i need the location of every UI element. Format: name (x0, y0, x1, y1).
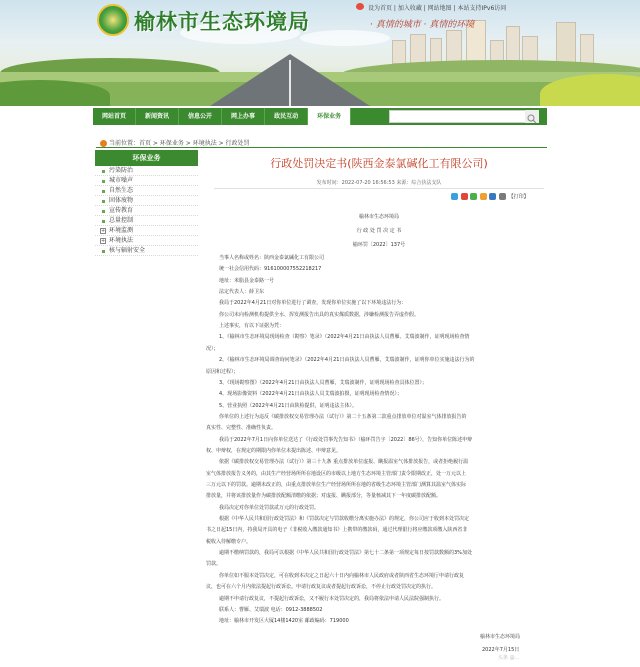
document-line: 4、现场影像资料（2022年4月21日由执法人员艾瑞波拍摄，证明现场检查情况）； (219, 391, 402, 398)
document-line: 你公司未向检测机构提供全水、挥发测报告出具的真实煤质数据，涉嫌检测报告弄虚作假。 (219, 311, 420, 318)
document-line: 税收入待解缴专户。 (206, 538, 252, 545)
header-banner (0, 0, 640, 106)
search-input[interactable] (389, 110, 539, 123)
sidebar-item[interactable]: 城市噪声 (95, 176, 198, 186)
sidebar-item[interactable]: 宣传教育 (95, 206, 198, 216)
document-line: 室气体排放报告义务的，由其生产经营场所所在地设区的市级以上地方生态环境主管部门责令限期改正，处一万元以上 (206, 470, 467, 477)
nav-item-interaction[interactable]: 政民互动 (265, 108, 308, 125)
sidebar-item[interactable]: 自然生态 (95, 186, 198, 196)
document-line: 地址：米脂县金泰路一号 (219, 277, 275, 284)
sidebar-item[interactable]: 固体废物 (95, 196, 198, 206)
document-line: 书之日起15日内，持我局开具的电子《非税收入缴款通知书》上携带的缴款码，通过代理银行将应缴款项缴入陕西省非 (206, 527, 468, 534)
print-link[interactable]: 【打印】 (508, 194, 529, 200)
share-renren-icon[interactable] (489, 193, 496, 200)
document-line: 你单位的上述行为违反《碳排放权交易管理办法（试行）》第二十五条第二款重点排放单位对温室气体排放报告的 (219, 413, 467, 420)
share-weibo-icon[interactable] (461, 193, 468, 200)
document-line: 罚款。 (206, 561, 222, 568)
document-line: 根据《中华人民共和国行政处罚法》和《罚款决定与罚款收缴分离实施办法》的规定，你公司应于收到本处罚决定 (219, 516, 470, 523)
document-line: 议，也可在六个月内依法提起行政诉讼。申请行政复议或者提起行政诉讼，不停止行政处罚决定的执行。 (206, 584, 437, 591)
expand-icon: + (101, 238, 106, 244)
breadcrumb: 当前位置：首页 > 环保业务 > 环境执法 > 行政处罚 (100, 138, 250, 147)
nav-item-online-service[interactable]: 网上办事 (222, 108, 265, 125)
document-line: 法定代表人：薛卫东 (219, 289, 265, 296)
document-line: 依据《碳排放权交易管理办法（试行）》第三十九条 重点排放单位虚报、瞒报温室气体排放报告，或者拒绝履行温 (219, 459, 469, 466)
sidebar-item[interactable]: 污染防治 (95, 166, 198, 176)
slogan: · 真情的城市 · 真情的环境 (370, 20, 475, 30)
document-line: 权、申辩权，在规定的期限内你单位未提出陈述、申辩意见。 (206, 447, 342, 454)
sidebar-heading: 环保业务 (95, 150, 198, 166)
document-line: 原因和过程）； (206, 368, 239, 375)
document-line: 况）； (206, 345, 219, 352)
breadcrumb-path[interactable]: 首页 > 环保业务 > 环境执法 > 行政处罚 (139, 140, 250, 147)
document-line: 排放量，并将该排放量作为碳排放配额清缴的依据；对虚报、瞒报部分，等量核减其下一年度碳排放配额。 (206, 493, 442, 500)
nav-item-env-business[interactable]: 环保业务 (308, 108, 351, 125)
nav-item-news[interactable]: 新闻资讯 (136, 108, 179, 125)
divider (96, 147, 547, 148)
nav-item-info[interactable]: 信息公开 (179, 108, 222, 125)
nav-item-home[interactable]: 网站首页 (93, 108, 136, 125)
article-title: 行政处罚决定书(陕西金泰氯碱化工有限公司) (270, 157, 488, 170)
document-line: 1、《榆林市生态环境局现场检查（勘察）笔录》（2022年4月21日由执法人员曹雁、艾瑞波制作，证明现场检查情 (219, 334, 470, 341)
document-line: 地址：榆林市开发区大厦14楼1420室 邮政编码：719000 (219, 618, 349, 625)
document-line: 逾期不申请行政复议，不提起行政诉讼，又不履行本处罚决定的，我局将依法申请人民法院强制执行。 (219, 595, 445, 602)
search-icon[interactable] (525, 110, 539, 123)
doc-org: 榆林市生态环境局 (358, 214, 399, 220)
document-line: 当事人名称或姓名：陕西金泰氯碱化工有限公司 (219, 255, 325, 261)
divider (214, 188, 544, 189)
document-line: 5、营业执照（2022年4月21日由陕检提供，证明违法主体）。 (219, 402, 357, 409)
document-line: 2、《榆林市生态环境局调查询问笔录》（2022年4月21日由执法人员曹雁，艾瑞波制作，证明你单位实施违法行为的 (219, 357, 475, 364)
doc-number: 榆环罚〔2022〕137号 (352, 242, 406, 248)
share-bar (451, 193, 529, 200)
footer-date: 2022年7月15日 (482, 647, 520, 653)
document-line: 上述事实，有以下证据为凭： (219, 323, 285, 330)
share-qq-icon[interactable] (480, 193, 487, 200)
doc-type: 行 政 处 罚 决 定 书 (356, 228, 402, 234)
watermark: 头条 @... (498, 655, 520, 661)
weibo-icon[interactable] (356, 3, 364, 10)
document-line: 我局决定对你单位处罚款贰万元的行政处罚。 (219, 504, 320, 511)
sidebar (95, 150, 198, 256)
site-title[interactable]: 榆林市生态环境局 (134, 9, 310, 34)
footer-org: 榆林市生态环境局 (480, 634, 521, 640)
share-qzone-icon[interactable] (451, 193, 458, 200)
document-line: 三万元以下的罚款。逾期未改正的，由重点排放单位生产经营场所所在地的省级生态环境主管部门测算其温室气体实际 (206, 482, 467, 488)
article-meta: 发布时间：2022-07-20 16:56:53 来源：综合执法支队 (316, 180, 442, 186)
expand-icon: + (101, 228, 106, 234)
sidebar-item[interactable]: 核与辐射安全 (95, 246, 198, 256)
top-links[interactable]: 设为首页 | 加入收藏 | 网站地图 | 本站支持IPv6访问 (368, 5, 507, 12)
document-line: 我局于2022年7月1日向你单位送达了《行政处罚事先告知书》（榆环罚告字〔2022〕86号），告知你单位陈述申辩 (219, 436, 473, 443)
sidebar-item-expandable[interactable]: + 环境执法 (95, 236, 198, 246)
document-line: 真实性、完整性、准确性负责。 (206, 425, 277, 432)
site-logo[interactable] (97, 4, 129, 36)
sidebar-item[interactable]: 总量控制 (95, 216, 198, 226)
sidebar-item-expandable[interactable]: + 环境监测 (95, 226, 198, 236)
document-line: 我局于2022年4月21日对你单位进行了调查，发现你单位实施了以下环境违法行为： (219, 300, 407, 307)
share-wechat-icon[interactable] (470, 193, 477, 200)
document-line: 联系人：曹雁、艾瑞波 电话：0912-3888502 (219, 606, 323, 613)
document-line: 统一社会信用代码：916100007552218217 (219, 266, 322, 273)
home-icon (100, 140, 107, 147)
share-more-icon[interactable] (499, 193, 506, 200)
document-line: 逾期不缴纳罚款的，我局可以根据《中华人民共和国行政处罚法》第七十二条第一项规定每日按罚款数额的3%加处 (219, 550, 472, 557)
document-line: 3、《现场勘察图》（2022年4月21日由执法人员曹雁，艾瑞波制作，证明现场检查具体位置）； (219, 379, 427, 386)
document-line: 你单位如不服本处罚决定，可在收到本决定之日起六十日内向榆林市人民政府或者陕西省生态环境厅申请行政复 (219, 572, 465, 579)
